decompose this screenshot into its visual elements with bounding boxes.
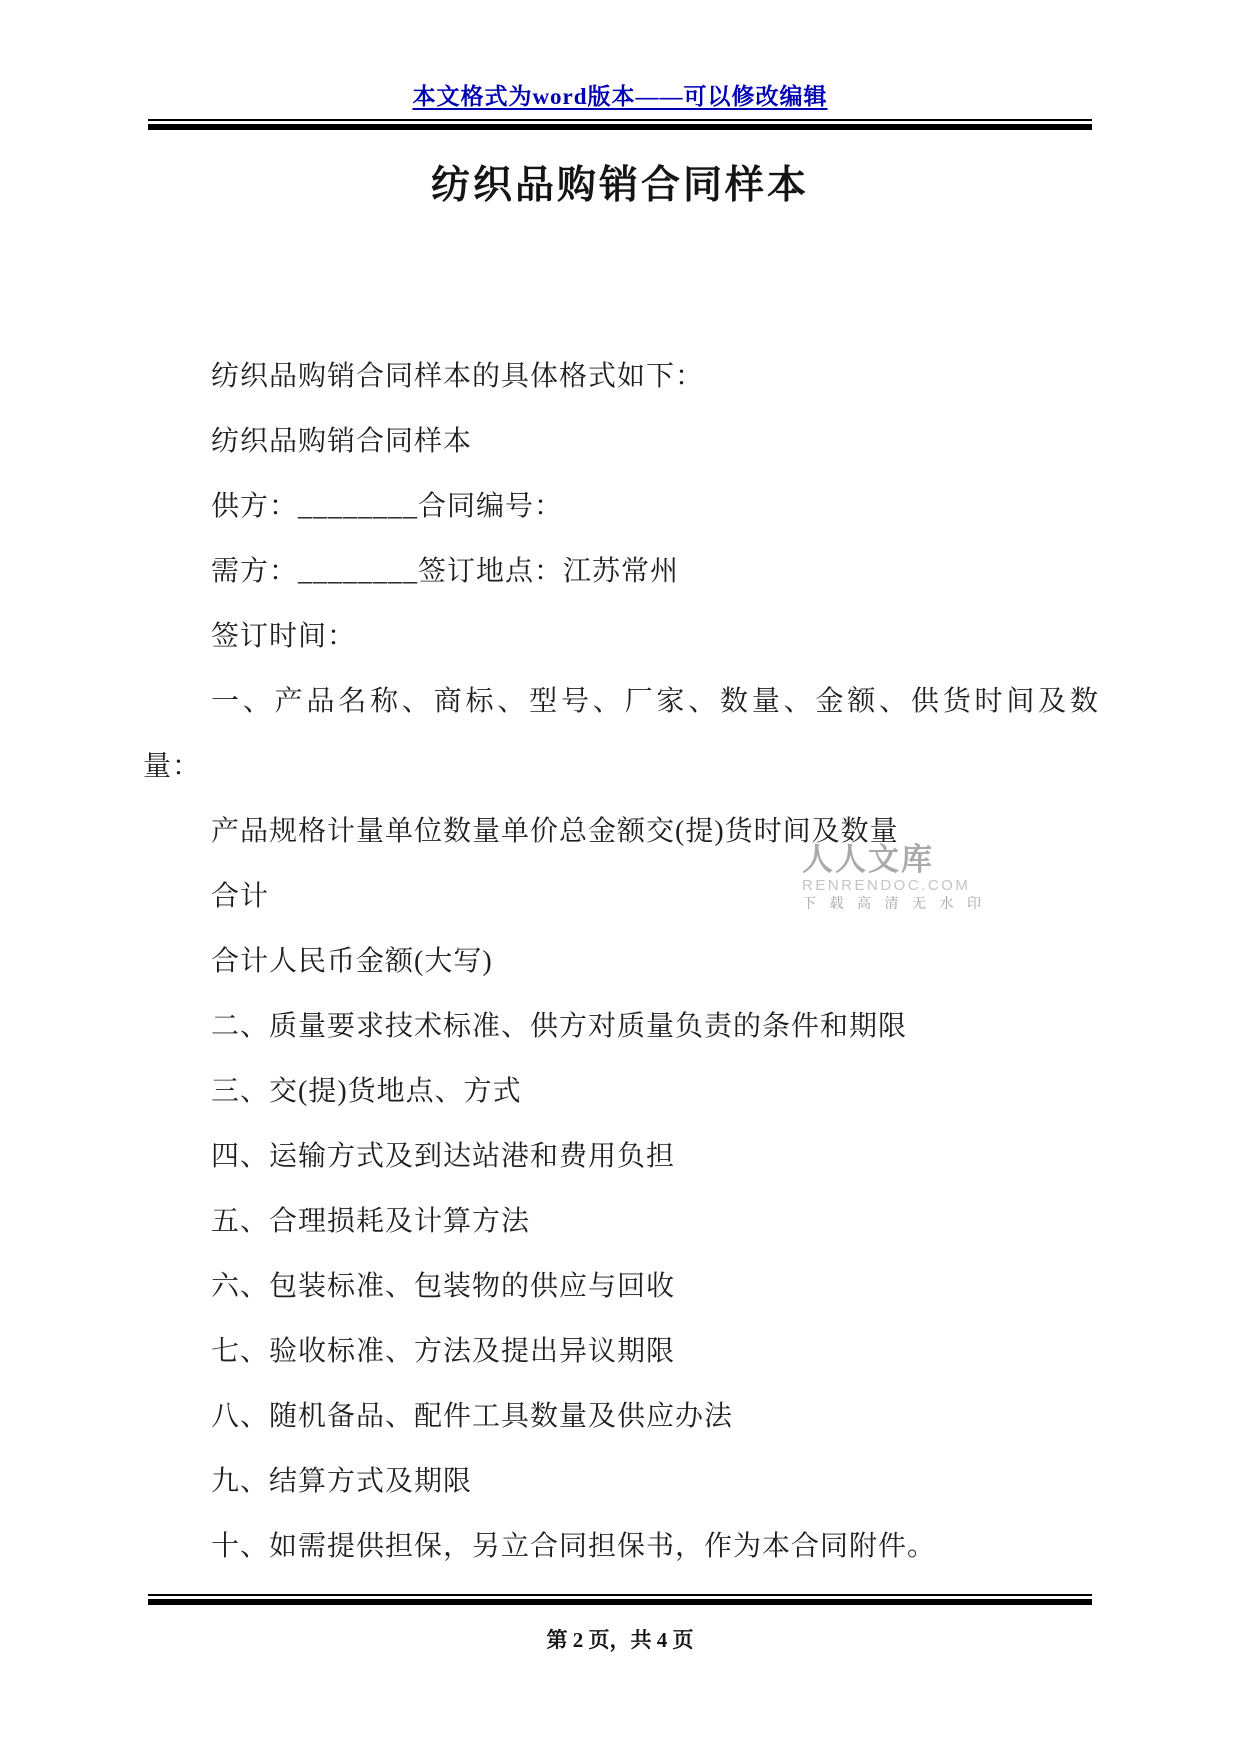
word-version-notice: 本文格式为word版本——可以修改编辑 <box>412 84 828 109</box>
document-body <box>143 344 1099 1579</box>
watermark-tagline: 下 载 高 清 无 水 印 <box>802 897 986 912</box>
page-title: 纺织品购销合同样本 <box>430 164 809 207</box>
text-line: 纺织品购销合同样本 <box>211 426 473 457</box>
top-rule-thick-line <box>148 124 1092 130</box>
bottom-double-rule <box>148 1594 1092 1605</box>
text-line: 合计人民币金额(大写) <box>211 946 493 977</box>
text-line: 六、包装标准、包装物的供应与回收 <box>211 1271 676 1302</box>
text-line: 需方：________签订地点：江苏常州 <box>211 556 680 587</box>
text-line: 九、结算方式及期限 <box>211 1466 473 1497</box>
text-line: 量： <box>143 751 202 782</box>
bottom-rule-thick-line <box>148 1599 1092 1605</box>
top-double-rule <box>148 119 1092 130</box>
text-line: 二、质量要求技术标准、供方对质量负责的条件和期限 <box>211 1011 908 1042</box>
watermark-domain: RENRENDOC.COM <box>802 877 971 894</box>
text-line: 供方：________合同编号： <box>211 491 564 522</box>
watermark-brand: 人人文库 <box>802 842 934 877</box>
text-line: 十、如需提供担保，另立合同担保书，作为本合同附件。 <box>211 1531 937 1562</box>
text-line: 八、随机备品、配件工具数量及供应办法 <box>211 1401 734 1432</box>
text-line: 产品规格计量单位数量单价总金额交(提)货时间及数量 <box>211 816 899 847</box>
watermark <box>802 843 986 914</box>
text-line: 七、验收标准、方法及提出异议期限 <box>211 1336 676 1367</box>
page-number-footer: 第 2 页，共 4 页 <box>546 1628 694 1652</box>
text-line: 签订时间： <box>211 621 357 652</box>
text-line: 四、运输方式及到达站港和费用负担 <box>211 1141 676 1172</box>
text-line: 一、产品名称、商标、型号、厂家、数量、金额、供货时间及数 <box>211 686 1099 717</box>
text-line: 合计 <box>211 881 270 912</box>
text-line: 三、交(提)货地点、方式 <box>211 1076 522 1107</box>
text-line: 纺织品购销合同样本的具体格式如下： <box>211 361 705 392</box>
text-line: 五、合理损耗及计算方法 <box>211 1206 531 1237</box>
